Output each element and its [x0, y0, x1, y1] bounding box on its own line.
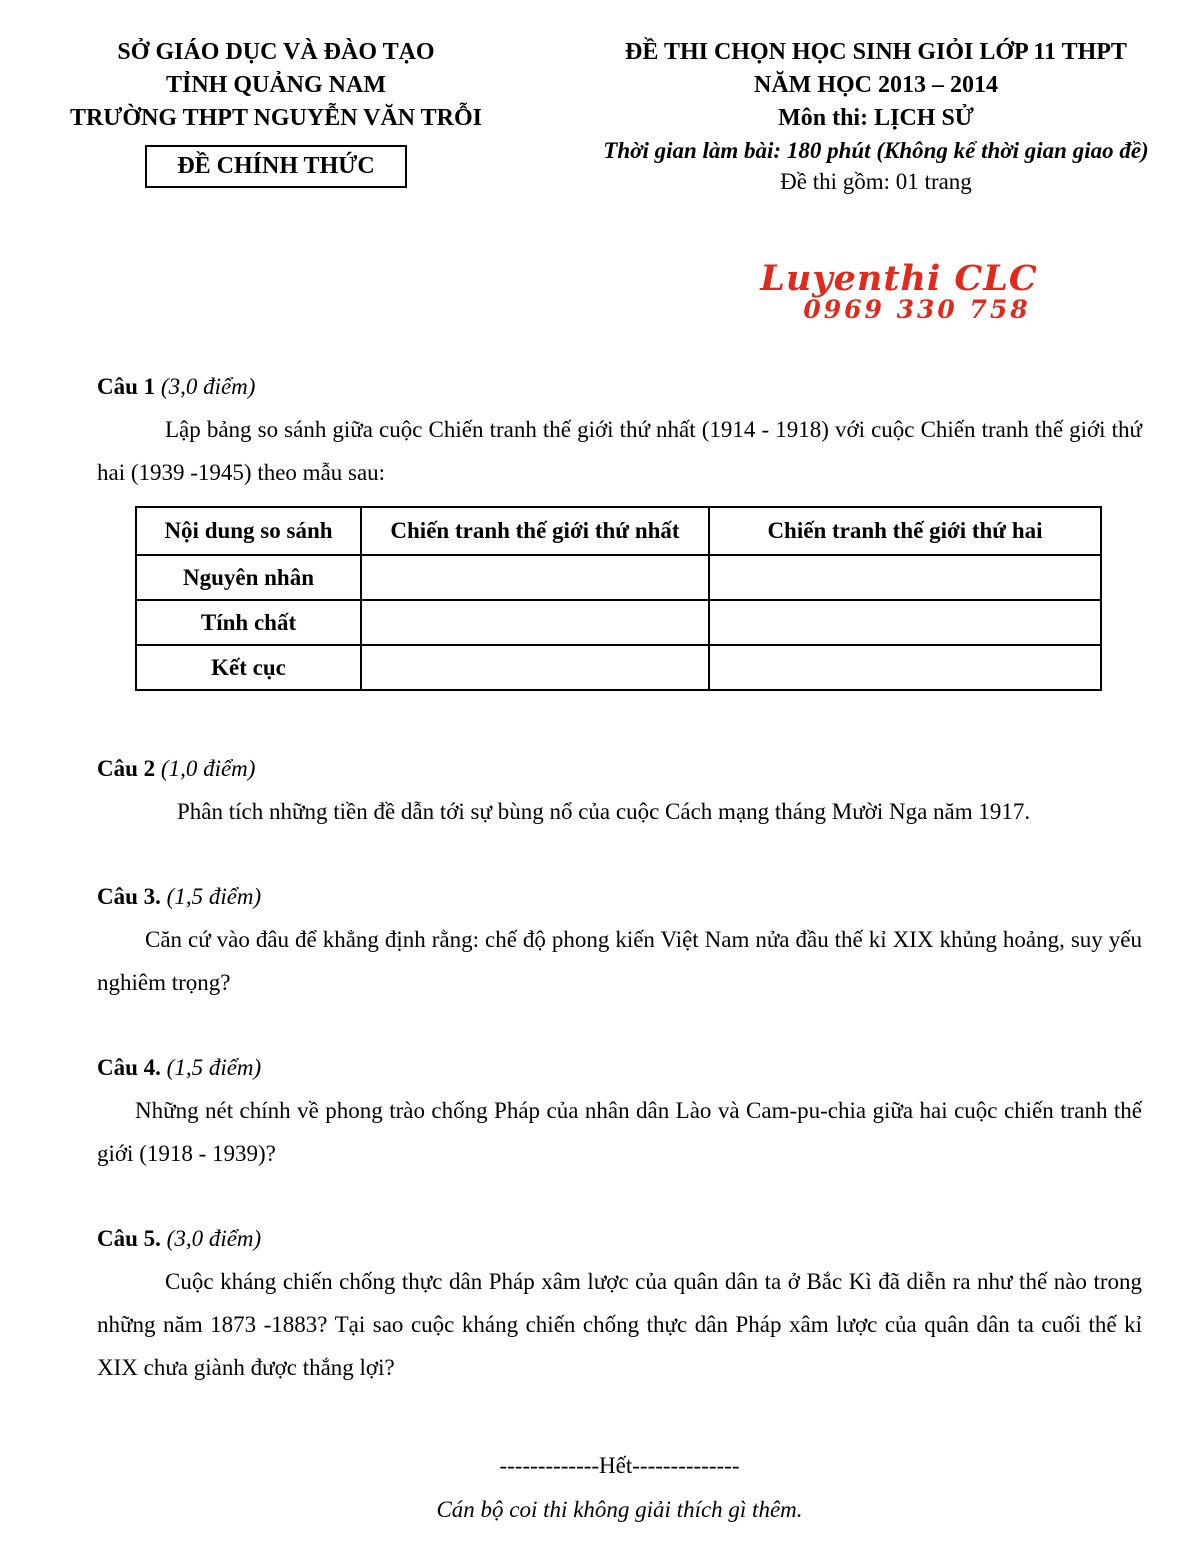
question-4-heading [97, 1046, 1142, 1089]
exam-body [0, 365, 1200, 1525]
exam-footer [97, 1451, 1142, 1525]
question-4-points: (1,5 điểm) [166, 1055, 262, 1080]
question-4-text: Những nét chính về phong trào chống Pháp của nhân dân Lào và Cam-pu-chia giữa hai cuộc chiến tranh thế giới (1918 - 1939)? [97, 1098, 1142, 1166]
exam-title: ĐỀ THI CHỌN HỌC SINH GIỎI LỚP 11 THPT [625, 39, 1127, 65]
end-marker: -------------Hết-------------- [499, 1453, 740, 1478]
school-name: TRƯỜNG THPT NGUYỄN VĂN TRỖI [69, 105, 483, 131]
duration-line: Thời gian làm bài: 180 phút (Không kể thời gian giao đề) [603, 138, 1149, 163]
question-1-text: Lập bảng so sánh giữa cuộc Chiến tranh thế giới thứ nhất (1914 - 1918) với cuộc Chiến tranh thế giới thứ hai (1939 -1945) theo mẫu sau: [97, 417, 1142, 485]
empty-cell [709, 600, 1101, 645]
empty-cell [361, 555, 709, 600]
row-label-outcome: Kết cục [136, 645, 361, 690]
question-4 [97, 1046, 1142, 1175]
school-year: NĂM HỌC 2013 – 2014 [754, 72, 998, 98]
question-5-heading [97, 1217, 1142, 1260]
question-2-text: Phân tích những tiền đề dẫn tới sự bùng nổ của cuộc Cách mạng tháng Mười Nga năm 1917. [177, 799, 1031, 824]
question-1-heading [97, 365, 1142, 408]
empty-cell [709, 555, 1101, 600]
table-row-cause [136, 555, 1101, 600]
table-header-ww1: Chiến tranh thế giới thứ nhất [361, 507, 709, 555]
table-header-criteria: Nội dung so sánh [136, 507, 361, 555]
question-3 [97, 875, 1142, 1004]
question-5-text: Cuộc kháng chiến chống thực dân Pháp xâm lược của quân dân ta ở Bắc Kì đã diễn ra như thế nào trong những năm 1873 -1883? Tại sao cuộc kháng chiến chống thực dân Pháp xâm lược của quân dân ta cuối thế kỉ XIX chưa giành được thắng lợi? [97, 1269, 1142, 1380]
exam-title-block [552, 36, 1200, 197]
empty-cell [361, 645, 709, 690]
exam-header [0, 0, 1200, 197]
row-label-cause: Nguyên nhân [136, 555, 361, 600]
question-5-points: (3,0 điểm) [166, 1226, 262, 1251]
luyenthi-clc-logo [734, 258, 1064, 324]
official-exam-stamp: ĐỀ CHÍNH THỨC [145, 145, 406, 188]
page-count-line: Đề thi gồm: 01 trang [780, 169, 972, 194]
question-3-points: (1,5 điểm) [166, 884, 262, 909]
subject-line: Môn thi: LỊCH SỬ [778, 105, 974, 131]
question-1-points: (3,0 điểm) [160, 374, 256, 399]
table-header-ww2: Chiến tranh thế giới thứ hai [709, 507, 1101, 555]
logo-text: Luyenthi CLC [760, 258, 1038, 299]
question-1-label: Câu 1 [97, 374, 156, 399]
department-name: SỞ GIÁO DỤC VÀ ĐÀO TẠO [117, 39, 435, 65]
empty-cell [361, 600, 709, 645]
issuing-authority-block [0, 36, 552, 197]
logo-phone-number: 0969 330 758 [803, 295, 1031, 324]
row-label-nature: Tính chất [136, 600, 361, 645]
table-row-outcome [136, 645, 1101, 690]
question-2-label: Câu 2 [97, 756, 156, 781]
question-2 [97, 747, 1142, 833]
question-2-points: (1,0 điểm) [160, 756, 256, 781]
question-3-text: Căn cứ vào đâu để khẳng định rằng: chế độ phong kiến Việt Nam nửa đầu thế kỉ XIX khủng hoảng, suy yếu nghiêm trọng? [97, 927, 1142, 995]
question-5 [97, 1217, 1142, 1389]
comparison-table [135, 506, 1102, 691]
question-4-label: Câu 4. [97, 1055, 161, 1080]
question-2-heading [97, 747, 1142, 790]
table-header-row [136, 507, 1101, 555]
table-row-nature [136, 600, 1101, 645]
proctor-note: Cán bộ coi thi không giải thích gì thêm. [436, 1497, 803, 1522]
empty-cell [709, 645, 1101, 690]
question-3-label: Câu 3. [97, 884, 161, 909]
question-1 [97, 365, 1142, 691]
question-5-label: Câu 5. [97, 1226, 161, 1251]
question-3-heading [97, 875, 1142, 918]
province-name: TỈNH QUẢNG NAM [166, 72, 386, 98]
